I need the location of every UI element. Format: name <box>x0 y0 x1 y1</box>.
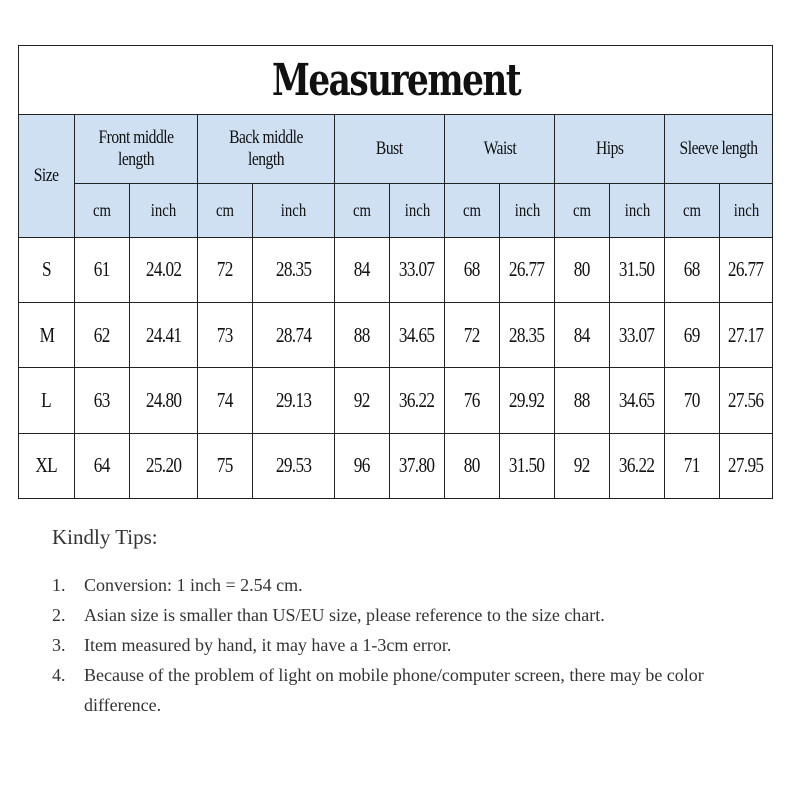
unit-header <box>500 183 555 237</box>
table-title: Measurement <box>271 54 520 106</box>
cell-value: 76 <box>464 388 480 413</box>
cell-value: 64 <box>94 453 110 478</box>
table-cell <box>253 368 335 433</box>
size-header <box>19 115 75 238</box>
tip-text: Because of the problem of light on mobile phone/computer screen, there may be color difference. <box>84 665 704 715</box>
table-body <box>19 237 773 498</box>
cell-value: 68 <box>464 257 480 282</box>
column-header <box>335 115 445 183</box>
cell-value: 75 <box>217 453 233 478</box>
unit-row <box>19 183 773 237</box>
unit-header <box>390 183 445 237</box>
size-cell <box>19 237 75 302</box>
tip-text: Asian size is smaller than US/EU size, please reference to the size chart. <box>84 605 605 625</box>
cell-value: 31.50 <box>619 257 655 282</box>
table-cell <box>610 303 665 368</box>
column-header-label: Back middle length <box>229 126 303 170</box>
column-header-label: Front middle length <box>98 126 174 170</box>
cell-value: 88 <box>354 322 370 347</box>
cell-value: 29.53 <box>275 453 312 478</box>
unit-label: cm <box>352 199 372 220</box>
cell-value: 70 <box>684 388 700 413</box>
cell-value: 74 <box>217 388 233 413</box>
table-cell <box>198 433 253 498</box>
table-cell <box>390 368 445 433</box>
cell-value: 71 <box>684 453 700 478</box>
table-cell <box>665 368 720 433</box>
table-cell <box>610 237 665 302</box>
column-header <box>198 115 335 183</box>
table-cell <box>253 303 335 368</box>
table-cell <box>445 433 500 498</box>
table-cell <box>130 303 198 368</box>
unit-label: inch <box>404 199 430 220</box>
column-header <box>75 115 198 183</box>
tip-text: Item measured by hand, it may have a 1-3cm error. <box>84 635 452 655</box>
cell-value: 31.50 <box>509 453 545 478</box>
cell-value: 34.65 <box>619 388 655 413</box>
size-label: L <box>41 388 52 413</box>
size-chart <box>18 45 772 499</box>
unit-header <box>198 183 253 237</box>
unit-header <box>720 183 773 237</box>
size-label: M <box>39 322 54 347</box>
table-cell <box>610 368 665 433</box>
size-label: S <box>42 257 51 282</box>
unit-label: inch <box>150 199 177 220</box>
unit-header <box>253 183 335 237</box>
cell-value: 88 <box>574 388 590 413</box>
kindly-tips <box>52 525 782 720</box>
cell-value: 80 <box>464 453 480 478</box>
unit-label: inch <box>280 199 307 220</box>
size-cell <box>19 368 75 433</box>
cell-value: 27.56 <box>728 388 764 413</box>
column-header-label: Hips <box>595 137 624 159</box>
cell-value: 68 <box>684 257 700 282</box>
cell-value: 33.07 <box>619 322 655 347</box>
table-cell <box>253 237 335 302</box>
unit-header <box>665 183 720 237</box>
unit-label: cm <box>462 199 482 220</box>
cell-value: 27.95 <box>728 453 764 478</box>
table-cell <box>75 433 130 498</box>
table-cell <box>445 237 500 302</box>
cell-value: 84 <box>574 322 590 347</box>
tip-number: 1. <box>52 575 66 595</box>
table-cell <box>390 303 445 368</box>
table-cell <box>75 237 130 302</box>
table-cell <box>335 237 390 302</box>
cell-value: 92 <box>574 453 590 478</box>
cell-value: 72 <box>217 257 233 282</box>
cell-value: 28.74 <box>275 322 312 347</box>
tip-item <box>52 660 782 720</box>
table-cell <box>445 368 500 433</box>
tip-number: 2. <box>52 605 66 625</box>
cell-value: 63 <box>94 388 110 413</box>
table-cell <box>720 237 773 302</box>
size-table <box>18 45 773 499</box>
table-cell <box>720 433 773 498</box>
unit-header <box>130 183 198 237</box>
cell-value: 92 <box>354 388 370 413</box>
table-cell <box>253 433 335 498</box>
table-cell <box>445 303 500 368</box>
table-cell <box>335 433 390 498</box>
column-header-label: Bust <box>376 137 403 159</box>
column-header-label: Waist <box>483 137 516 159</box>
unit-label: inch <box>514 199 540 220</box>
tip-item <box>52 570 782 600</box>
cell-value: 27.17 <box>728 322 764 347</box>
column-header <box>665 115 773 183</box>
unit-label: cm <box>682 199 702 220</box>
table-cell <box>500 433 555 498</box>
cell-value: 61 <box>94 257 110 282</box>
table-cell <box>198 368 253 433</box>
size-cell <box>19 433 75 498</box>
tip-number: 3. <box>52 635 66 655</box>
cell-value: 36.22 <box>399 388 435 413</box>
table-cell <box>555 433 610 498</box>
table-cell <box>720 368 773 433</box>
cell-value: 24.80 <box>145 388 182 413</box>
table-cell <box>130 368 198 433</box>
unit-label: cm <box>92 199 112 220</box>
cell-value: 29.92 <box>509 388 545 413</box>
column-header <box>555 115 665 183</box>
table-cell <box>335 368 390 433</box>
cell-value: 84 <box>354 257 370 282</box>
cell-value: 96 <box>354 453 370 478</box>
unit-header <box>555 183 610 237</box>
table-cell <box>500 237 555 302</box>
column-header <box>445 115 555 183</box>
unit-header <box>610 183 665 237</box>
cell-value: 72 <box>464 322 480 347</box>
table-cell <box>130 433 198 498</box>
table-cell <box>665 303 720 368</box>
size-label: XL <box>35 453 58 478</box>
size-cell <box>19 303 75 368</box>
table-row <box>19 237 773 302</box>
header-row <box>19 115 773 183</box>
unit-label: inch <box>733 199 759 220</box>
cell-value: 28.35 <box>275 257 312 282</box>
table-cell <box>75 303 130 368</box>
column-header-label: Sleeve length <box>679 137 758 159</box>
cell-value: 69 <box>684 322 700 347</box>
cell-value: 25.20 <box>145 453 182 478</box>
cell-value: 24.41 <box>145 322 182 347</box>
tips-title: Kindly Tips: <box>52 525 158 549</box>
size-header-label: Size <box>34 165 59 187</box>
table-cell <box>390 237 445 302</box>
title-cell <box>19 46 773 115</box>
cell-value: 29.13 <box>275 388 312 413</box>
cell-value: 26.77 <box>509 257 545 282</box>
table-cell <box>75 368 130 433</box>
tips-list <box>52 570 782 720</box>
cell-value: 37.80 <box>399 453 435 478</box>
tip-number: 4. <box>52 665 66 685</box>
cell-value: 62 <box>94 322 110 347</box>
tip-item <box>52 630 782 660</box>
table-cell <box>500 368 555 433</box>
unit-header <box>445 183 500 237</box>
cell-value: 34.65 <box>399 322 435 347</box>
table-cell <box>198 237 253 302</box>
table-cell <box>720 303 773 368</box>
tip-text: Conversion: 1 inch = 2.54 cm. <box>84 575 303 595</box>
cell-value: 24.02 <box>145 257 182 282</box>
cell-value: 80 <box>574 257 590 282</box>
tip-item <box>52 600 782 630</box>
table-cell <box>555 368 610 433</box>
table-cell <box>500 303 555 368</box>
table-cell <box>665 433 720 498</box>
table-cell <box>335 303 390 368</box>
table-cell <box>390 433 445 498</box>
unit-header <box>335 183 390 237</box>
table-row <box>19 433 773 498</box>
cell-value: 33.07 <box>399 257 435 282</box>
unit-label: cm <box>215 199 235 220</box>
table-cell <box>198 303 253 368</box>
cell-value: 26.77 <box>728 257 764 282</box>
table-cell <box>555 303 610 368</box>
unit-label: cm <box>572 199 592 220</box>
table-row <box>19 303 773 368</box>
cell-value: 28.35 <box>509 322 545 347</box>
unit-header <box>75 183 130 237</box>
table-row <box>19 368 773 433</box>
table-cell <box>130 237 198 302</box>
table-cell <box>665 237 720 302</box>
table-cell <box>610 433 665 498</box>
cell-value: 36.22 <box>619 453 655 478</box>
unit-label: inch <box>624 199 650 220</box>
cell-value: 73 <box>217 322 233 347</box>
table-cell <box>555 237 610 302</box>
